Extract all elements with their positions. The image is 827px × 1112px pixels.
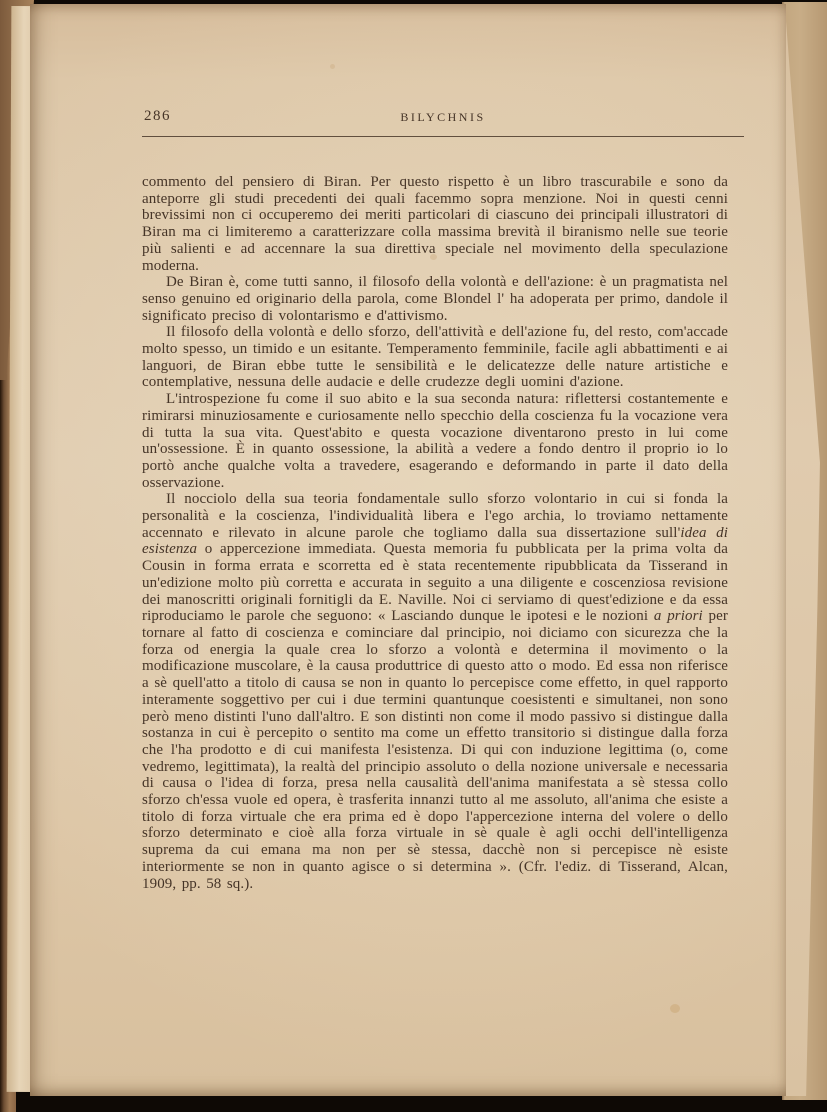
text-segment: Il nocciolo della sua teoria fondamentale sullo sforzo volontario in cui si fonda la personalità e la coscienza, l'individualità libera e l'ego archia, lo troviamo nettamente accennato e rilevato in alcune parole che togliamo dalla sua dissertazione sull' <box>142 491 728 541</box>
running-title: BILYCHNIS <box>400 110 486 124</box>
text-segment: L'introspezione fu come il suo abito e la sua seconda natura: riflettersi costantemente e rimirarsi minuziosamente e curiosamente nello specchio della coscienza fu la vocazione vera di tutta la sua vita. Quest'abito e questa vocazione diventarono presto in lui come un'ossessione. È in quanto ossessione, la abilità a vedere a fondo dentro il proprio io lo portò anche qualche volta a travedere, esagerando e deformando in parte il dato della osservazione. <box>142 391 728 491</box>
italic-text-segment: idea di esistenza <box>142 524 728 558</box>
header-rule-divider <box>142 136 744 137</box>
paragraph <box>142 174 728 274</box>
text-segment: commento del pensiero di Biran. Per questo rispetto è un libro trascurabile e sono da anteporre gli studi precedenti dei quali facemmo sopra menzione. Noi in questi cenni brevissimi non ci occuperemo dei meriti particolari di ciascuno dei principali illustratori di Biran ma ci limiteremo a caratterizzare colla massima brevità il biranismo nelle sue teorie più salienti e ad accennare la sua direttiva speciale nel movimento della speculazione moderna. <box>142 174 728 274</box>
page-header <box>142 108 744 126</box>
body-text <box>142 174 728 892</box>
italic-text-segment: a priori <box>653 608 703 625</box>
text-segment: o appercezione immediata. Questa memoria fu pubblicata per la prima volta da Cousin in forma errata e scorretta ed è stata recentemente ripubblicata da Tisserand in un'edizione molto più corretta e accurata in seguito a una diligente e coscenziosa revisione dei manoscritti originali fornitigli da E. Naville. Noi ci serviamo di quest'edizione e da essa riproduciamo le parole che seguono: « Lasciando dunque le ipotesi e le nozioni <box>142 541 728 625</box>
page <box>30 4 786 1096</box>
paper-foxing-spot <box>670 1004 680 1013</box>
text-segment: Il filosofo della volontà e dello sforzo, dell'attività e dell'azione fu, del resto, com'accade molto spesso, un timido e un esitante. Temperamento femminile, facile agli abbattimenti e ai languori, de Biran ebbe tutte le sensibilità e le delicatezze delle nature artistiche e contemplative, nessuna delle audacie e delle crudezze degli uomini d'azione. <box>142 324 728 391</box>
paragraph <box>142 274 728 324</box>
text-segment: De Biran è, come tutti sanno, il filosofo della volontà e dell'azione: è un pragmatista nel senso genuino ed originario della parola, come Blondel l' ha adoperata per primo, dandole il significato preciso di volontarismo e d'attivismo. <box>142 274 728 324</box>
page-number: 286 <box>144 108 171 124</box>
paragraph <box>142 391 728 491</box>
paper-foxing-spot <box>330 64 335 69</box>
paragraph <box>142 491 728 892</box>
text-segment: per tornare al fatto di coscienza e cominciare dal principio, noi diciamo con sicurezza che la forza od energia la quale crea lo sforzo a volontà e determina il movimento o la modificazione muscolare, è la causa produttrice di questo atto o modo. Ed essa non riferisce a sè quell'atto a titolo di causa se non in quanto lo percepisce come effetto, in quel rapporto interamente soggettivo per cui i due termini quantunque coesistenti e simultanei, non sono però meno distinti l'uno dall'altro. E son distinti non come il modo passivo si distingue dalla sostanza in cui è percepito o sentito ma come un effetto transitorio si distingue dalla forza che l'ha prodotto e di cui manifesta l'esistenza. Di qui con induzione legittima (o, come vedremo, legittimata), la realtà del principio assoluto o della nozione universale e necessaria di causa o l'idea di forza, presa nella causalità dell'anima manifestata a sè stessa collo sforzo ch'essa vuole ed opera, è trasferita innanzi tutto al me assoluto, all'anima che esiste a titolo di forza virtuale che era prima ed è dopo l'appercezione interna del volere o dello sforzo determinato e cioè alla forza virtuale in sè quale è agli occhi dell'intelligenza suprema da cui emana ma non per sè stessa, dacchè non si percepisce nè esiste interiormente se non in quanto agisce o si determina ». (Cfr. l'ediz. di Tisserand, Alcan, 1909, pp. 58 sq.). <box>142 608 729 892</box>
paragraph <box>142 324 728 391</box>
